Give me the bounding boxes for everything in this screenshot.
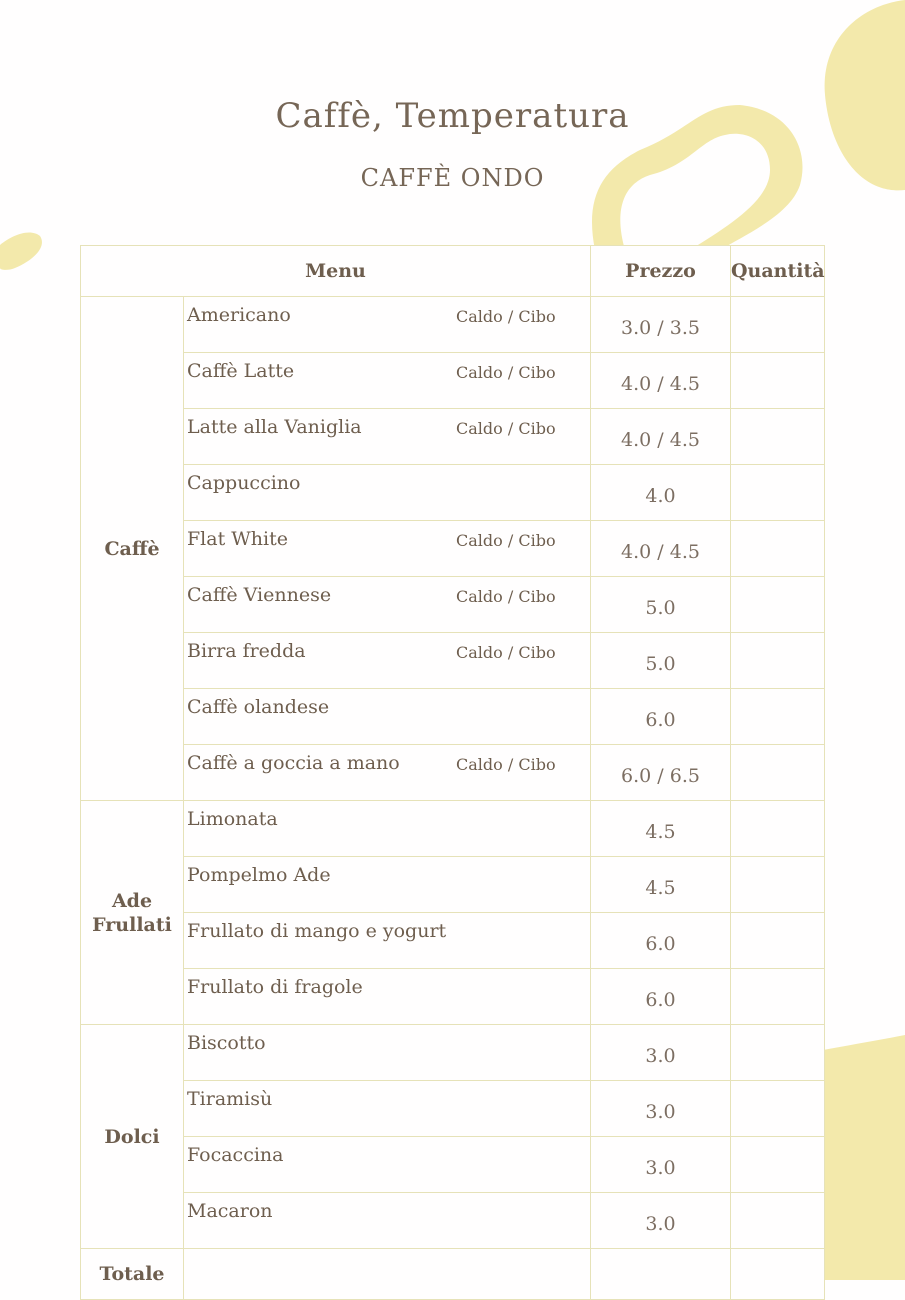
quantity-cell[interactable] [731, 1025, 825, 1081]
item-option: Caldo / Cibo [456, 587, 556, 606]
quantity-cell[interactable] [731, 689, 825, 745]
menu-table [80, 245, 825, 1300]
item-cell [184, 1081, 591, 1137]
quantity-cell[interactable] [731, 297, 825, 353]
cafe-name: CAFFÈ ONDO [360, 164, 545, 192]
item-name: Focaccina [187, 1144, 284, 1166]
item-option: Caldo / Cibo [456, 531, 556, 550]
table-row [81, 689, 825, 745]
item-name: Pompelmo Ade [187, 864, 331, 886]
table-row [81, 409, 825, 465]
category-name: Ade Frullati [92, 889, 172, 936]
item-price: 6.0 [591, 689, 731, 745]
item-price: 5.0 [591, 577, 731, 633]
item-name: Tiramisù [187, 1088, 273, 1110]
item-name: Caffè Viennese [187, 584, 332, 606]
quantity-cell[interactable] [731, 801, 825, 857]
item-name: Macaron [187, 1200, 273, 1222]
total-label: Totale [81, 1249, 184, 1300]
item-cell [184, 913, 591, 969]
category-name: Dolci [104, 1125, 160, 1148]
quantity-cell[interactable] [731, 465, 825, 521]
item-name: Limonata [187, 808, 278, 830]
item-cell [184, 577, 591, 633]
item-cell [184, 857, 591, 913]
item-cell [184, 1137, 591, 1193]
category-name: Caffè [104, 537, 160, 560]
item-name: Latte alla Vaniglia [187, 416, 362, 438]
item-cell [184, 633, 591, 689]
quantity-cell[interactable] [731, 521, 825, 577]
table-row [81, 857, 825, 913]
item-price: 6.0 [591, 913, 731, 969]
category-label [81, 297, 184, 801]
category-label [81, 801, 184, 1025]
item-cell [184, 1025, 591, 1081]
item-price: 3.0 [591, 1137, 731, 1193]
header-quantity: Quantità [731, 246, 825, 297]
item-cell [184, 297, 591, 353]
item-name: Caffè Latte [187, 360, 295, 382]
item-price: 4.5 [591, 801, 731, 857]
total-blank [184, 1249, 591, 1300]
quantity-cell[interactable] [731, 633, 825, 689]
quantity-cell[interactable] [731, 353, 825, 409]
item-option: Caldo / Cibo [456, 307, 556, 326]
item-option: Caldo / Cibo [456, 643, 556, 662]
page-title: Caffè, Temperatura [275, 96, 630, 136]
item-option: Caldo / Cibo [456, 755, 556, 774]
quantity-cell[interactable] [731, 857, 825, 913]
table-row [81, 801, 825, 857]
table-row [81, 297, 825, 353]
item-price: 3.0 [591, 1193, 731, 1249]
quantity-cell[interactable] [731, 913, 825, 969]
table-row [81, 969, 825, 1025]
table-row [81, 633, 825, 689]
table-row [81, 577, 825, 633]
item-price: 3.0 [591, 1081, 731, 1137]
item-name: Frullato di fragole [187, 976, 363, 998]
item-cell [184, 969, 591, 1025]
item-name: Biscotto [187, 1032, 266, 1054]
item-name: Americano [187, 304, 291, 326]
table-row [81, 1081, 825, 1137]
item-price: 4.5 [591, 857, 731, 913]
item-name: Caffè olandese [187, 696, 330, 718]
item-cell [184, 353, 591, 409]
item-cell [184, 745, 591, 801]
total-row [81, 1249, 825, 1300]
table-row [81, 745, 825, 801]
header-price: Prezzo [591, 246, 731, 297]
item-price: 6.0 [591, 969, 731, 1025]
quantity-cell[interactable] [731, 745, 825, 801]
table-row [81, 1025, 825, 1081]
quantity-cell[interactable] [731, 409, 825, 465]
item-name: Birra fredda [187, 640, 306, 662]
table-row [81, 1193, 825, 1249]
item-price: 5.0 [591, 633, 731, 689]
item-name: Flat White [187, 528, 288, 550]
item-cell [184, 465, 591, 521]
item-cell [184, 689, 591, 745]
item-option: Caldo / Cibo [456, 363, 556, 382]
quantity-cell[interactable] [731, 1193, 825, 1249]
total-quantity-cell[interactable] [731, 1249, 825, 1300]
table-row [81, 521, 825, 577]
item-price: 4.0 / 4.5 [591, 353, 731, 409]
item-option: Caldo / Cibo [456, 419, 556, 438]
quantity-cell[interactable] [731, 1137, 825, 1193]
total-price-cell[interactable] [591, 1249, 731, 1300]
item-name: Caffè a goccia a mano [187, 752, 400, 774]
item-name: Cappuccino [187, 472, 301, 494]
category-label [81, 1025, 184, 1249]
item-price: 4.0 / 4.5 [591, 521, 731, 577]
table-row [81, 465, 825, 521]
quantity-cell[interactable] [731, 969, 825, 1025]
item-price: 4.0 [591, 465, 731, 521]
item-price: 3.0 [591, 1025, 731, 1081]
header-menu: Menu [81, 246, 591, 297]
quantity-cell[interactable] [731, 1081, 825, 1137]
yellow-blob-left [0, 233, 42, 270]
table-row [81, 353, 825, 409]
item-price: 4.0 / 4.5 [591, 409, 731, 465]
item-cell [184, 521, 591, 577]
item-price: 6.0 / 6.5 [591, 745, 731, 801]
item-cell [184, 1193, 591, 1249]
item-cell [184, 409, 591, 465]
item-price: 3.0 / 3.5 [591, 297, 731, 353]
quantity-cell[interactable] [731, 577, 825, 633]
table-row [81, 1137, 825, 1193]
table-row [81, 913, 825, 969]
item-cell [184, 801, 591, 857]
item-name: Frullato di mango e yogurt [187, 920, 447, 942]
